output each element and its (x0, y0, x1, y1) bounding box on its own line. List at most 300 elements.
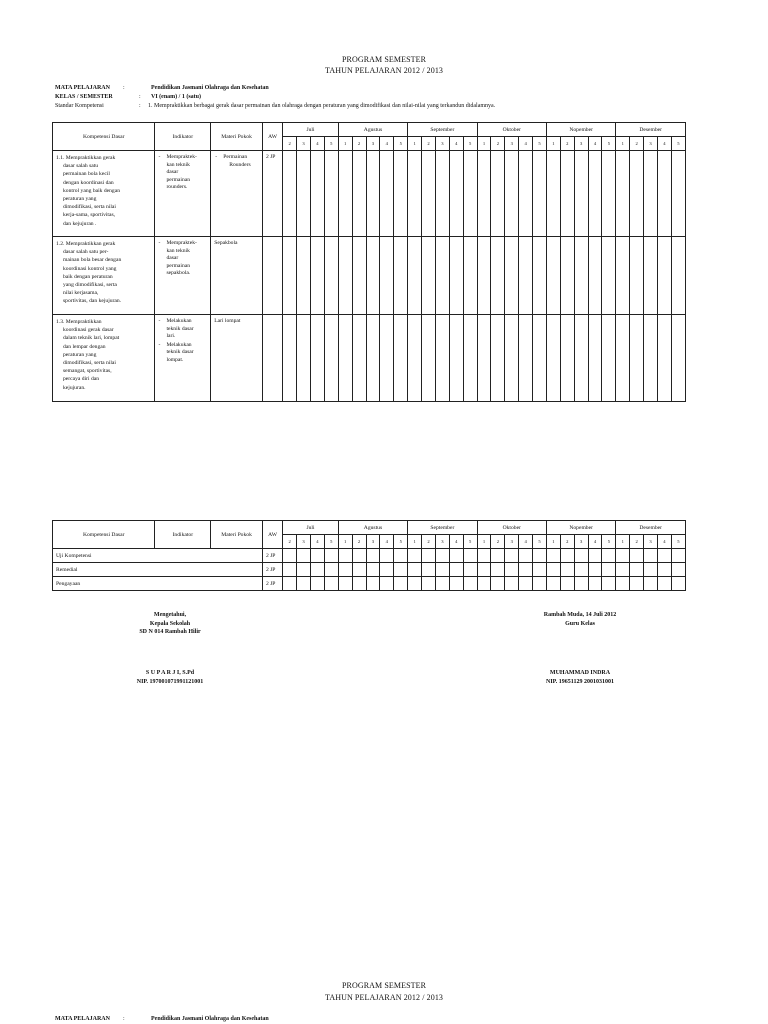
week-cell (394, 237, 408, 315)
kd-line: dan lempar dengan (63, 343, 106, 350)
week-cell (519, 577, 533, 591)
week-cell (463, 549, 477, 563)
week-cell (505, 577, 519, 591)
month-header: Desember (616, 123, 686, 137)
week-cell (519, 151, 533, 237)
kd-line: dimodifikasi, serta nilai (63, 360, 116, 367)
indikator-line: dasar (166, 169, 179, 176)
week-header: 2 (283, 535, 297, 549)
week-cell (422, 563, 436, 577)
week-header: 4 (657, 137, 671, 151)
meta-kelas-semester (55, 94, 113, 100)
kd-line: 1.2. Mempraktikkan gerak (56, 241, 116, 247)
kd-line: permainan bola kecil (63, 171, 110, 178)
month-header: Nopember (546, 123, 615, 137)
col-kompetensi-dasar: Kompetensi Dasar (53, 521, 155, 549)
week-header: 4 (449, 137, 463, 151)
week-cell (310, 577, 324, 591)
week-cell (283, 315, 297, 402)
week-cell (435, 315, 449, 402)
week-cell (297, 563, 311, 577)
week-header: 4 (588, 535, 602, 549)
week-cell (491, 563, 505, 577)
kd-line: dasar salah satu (63, 163, 99, 170)
col-aw: AW (262, 123, 282, 151)
week-cell (352, 315, 366, 402)
week-cell (283, 577, 297, 591)
meta-label: KELAS / SEMESTER (55, 94, 113, 100)
document-title: PROGRAM SEMESTER (341, 55, 427, 64)
week-cell (394, 315, 408, 402)
indikator-line: permainan (166, 262, 191, 269)
evaluation-label: Remedial (53, 563, 263, 577)
week-header: 5 (463, 137, 477, 151)
week-cell (630, 563, 644, 577)
kd-line: kejujuran. (63, 384, 86, 391)
month-header: Oktober (477, 123, 546, 137)
kd-line: semangat, sportivitas, (63, 368, 112, 375)
week-cell (310, 563, 324, 577)
indikator-line: Melakukan (166, 318, 192, 324)
week-cell (366, 151, 380, 237)
week-cell (352, 577, 366, 591)
indikator-cell (155, 315, 211, 402)
sig-left-line3: SD N 014 Rambah Hilir (139, 629, 201, 635)
week-cell (380, 151, 394, 237)
week-cell (283, 563, 297, 577)
week-cell (283, 237, 297, 315)
week-cell (435, 237, 449, 315)
header-row-months (53, 123, 686, 137)
week-cell (519, 563, 533, 577)
materi-pokok-cell (211, 237, 263, 315)
week-cell (602, 577, 616, 591)
week-cell (366, 237, 380, 315)
week-cell (310, 549, 324, 563)
document-subtitle: TAHUN PELAJARAN 2012 / 2013 (324, 66, 444, 75)
week-cell (338, 577, 352, 591)
kd-line: peraturan yang (63, 351, 97, 358)
month-header: Nopember (546, 521, 615, 535)
week-cell (574, 151, 588, 237)
week-header: 2 (630, 137, 644, 151)
kd-line: kontrol yang baik dengan (63, 187, 121, 194)
kd-line: 1.1. Mempraktikkan gerak (56, 155, 116, 161)
week-header: 3 (505, 535, 519, 549)
week-cell (491, 315, 505, 402)
indikator-line: permainan (166, 176, 191, 183)
month-header: Agustus (338, 521, 407, 535)
week-header: 3 (297, 535, 311, 549)
week-cell (366, 549, 380, 563)
week-cell (422, 151, 436, 237)
week-cell (366, 563, 380, 577)
week-cell (616, 563, 630, 577)
week-cell (449, 549, 463, 563)
week-header: 4 (449, 535, 463, 549)
signature-left-name (95, 669, 245, 686)
week-cell (394, 151, 408, 237)
indikator-line: teknik dasar (166, 349, 194, 356)
week-header: 2 (422, 535, 436, 549)
indikator-line: Mempraktek- (166, 154, 197, 160)
week-cell (394, 549, 408, 563)
week-cell (519, 549, 533, 563)
week-cell (449, 577, 463, 591)
week-cell (519, 315, 533, 402)
week-header: 4 (310, 137, 324, 151)
kd-line: dalam teknik lari, lompat (63, 335, 120, 342)
week-cell (408, 577, 422, 591)
week-cell (644, 315, 658, 402)
week-cell (338, 315, 352, 402)
week-header: 3 (574, 535, 588, 549)
week-cell (574, 577, 588, 591)
week-cell (352, 563, 366, 577)
week-cell (546, 315, 560, 402)
week-header: 1 (408, 535, 422, 549)
week-cell (324, 151, 338, 237)
month-header: Agustus (338, 123, 407, 137)
week-cell (463, 151, 477, 237)
kompetensi-dasar-cell (53, 315, 155, 402)
week-cell (630, 237, 644, 315)
week-cell (422, 577, 436, 591)
month-header: Juli (283, 521, 339, 535)
indikator-line: sepakbola. (166, 270, 191, 277)
week-header: 4 (380, 535, 394, 549)
week-header: 5 (324, 137, 338, 151)
meta-value: Pendidikan Jasmani Olahraga dan Kesehatan (151, 1016, 269, 1022)
week-header: 3 (435, 535, 449, 549)
kd-line: baik dengan peraturan (63, 273, 113, 280)
week-cell (477, 549, 491, 563)
week-cell (505, 549, 519, 563)
week-cell (657, 549, 671, 563)
meta-standar-kompetensi: Standar Kompetensi (55, 103, 104, 109)
col-materi-pokok: Materi Pokok (211, 123, 263, 151)
kompetensi-dasar-cell (53, 151, 155, 237)
week-cell (380, 315, 394, 402)
signature-right-name (500, 669, 660, 686)
week-cell (338, 237, 352, 315)
kd-line: dan kejujuran . (63, 220, 97, 227)
col-kompetensi-dasar: Kompetensi Dasar (53, 123, 155, 151)
materi-pokok-cell (211, 315, 263, 402)
kd-line: koordinasi gerak dasar (63, 327, 114, 334)
aw-cell (262, 237, 282, 315)
week-cell (560, 151, 574, 237)
evaluation-row (53, 563, 686, 577)
week-cell (297, 315, 311, 402)
week-cell (644, 151, 658, 237)
meta-colon: : (123, 1016, 125, 1022)
week-cell (657, 151, 671, 237)
sig-left-nip: NIP. 197001071991121001 (136, 678, 204, 685)
meta-colon: : (139, 94, 141, 100)
week-header: 4 (380, 137, 394, 151)
week-cell (463, 563, 477, 577)
week-header: 5 (602, 137, 616, 151)
indikator-item (157, 154, 208, 192)
week-cell (338, 563, 352, 577)
week-cell (324, 237, 338, 315)
meta-value: 1. Mempraktikkan berbagai gerak dasar permainan dan olahraga dengan peraturan yang dimodifikasi dan nilai-nilai yang terkandun didalamnya. (148, 103, 496, 109)
week-cell (283, 549, 297, 563)
week-cell (574, 549, 588, 563)
week-cell (505, 315, 519, 402)
week-cell (533, 549, 547, 563)
week-cell (422, 315, 436, 402)
week-cell (546, 237, 560, 315)
week-header: 4 (657, 535, 671, 549)
indikator-line: Melakukan (166, 341, 192, 348)
week-header: 1 (546, 137, 560, 151)
week-cell (533, 563, 547, 577)
week-cell (602, 549, 616, 563)
materi-line: Lari lompat (214, 318, 241, 324)
month-header: Oktober (477, 521, 546, 535)
week-cell (477, 151, 491, 237)
kompetensi-dasar-cell (53, 237, 155, 315)
next-page-mata-pelajaran: MATA PELAJARAN (55, 1016, 110, 1022)
week-cell (491, 237, 505, 315)
meta-label: MATA PELAJARAN (55, 85, 110, 91)
bullet-dash: - (158, 154, 161, 160)
kd-line: kerja-sama, sportivitas, (63, 212, 116, 219)
week-cell (477, 563, 491, 577)
week-header: 3 (435, 137, 449, 151)
week-cell (644, 577, 658, 591)
week-header: 5 (394, 137, 408, 151)
kd-line: dasar salah satu per- (63, 249, 109, 256)
signature-right (500, 611, 660, 628)
week-header: 3 (366, 137, 380, 151)
week-header: 2 (491, 535, 505, 549)
week-cell (644, 237, 658, 315)
evaluation-table (52, 520, 686, 591)
week-header: 3 (644, 137, 658, 151)
week-cell (616, 315, 630, 402)
indikator-item (157, 342, 208, 365)
week-cell (324, 563, 338, 577)
week-cell (380, 577, 394, 591)
kd-line: 1.3. Mempraktikkan (56, 319, 102, 325)
bullet-dash: - (215, 154, 218, 160)
week-cell (422, 549, 436, 563)
week-cell (463, 237, 477, 315)
week-cell (366, 315, 380, 402)
week-header: 2 (560, 535, 574, 549)
week-cell (324, 549, 338, 563)
week-cell (644, 549, 658, 563)
kd-line: peraturan yang (63, 196, 97, 203)
next-page-title: PROGRAM SEMESTER (341, 981, 427, 990)
indikator-item (157, 318, 208, 341)
col-aw: AW (262, 521, 282, 549)
indikator-line: lompat. (166, 356, 184, 363)
week-cell (352, 549, 366, 563)
week-cell (477, 237, 491, 315)
sig-right-name: MUHAMMAD INDRA (549, 670, 611, 676)
aw-cell: 2 JP (262, 549, 282, 563)
week-cell (671, 315, 685, 402)
week-header: 1 (616, 137, 630, 151)
evaluation-row (53, 577, 686, 591)
week-cell (297, 577, 311, 591)
week-cell (533, 237, 547, 315)
week-cell (560, 577, 574, 591)
week-cell (310, 151, 324, 237)
week-cell (671, 563, 685, 577)
week-cell (560, 563, 574, 577)
aw-cell: 2 JP (262, 151, 282, 237)
week-header: 2 (560, 137, 574, 151)
table-row (53, 315, 686, 402)
week-header: 2 (422, 137, 436, 151)
indikator-line: kan teknik (166, 161, 190, 168)
kd-line: dimodifikasi, serta nilai (63, 204, 116, 211)
week-header: 3 (574, 137, 588, 151)
signature-left (95, 611, 245, 637)
indikator-item (157, 240, 208, 278)
kd-line: yang dimodifikasi, serta (63, 282, 117, 289)
week-header: 1 (338, 535, 352, 549)
week-header: 5 (671, 137, 685, 151)
week-header: 3 (644, 535, 658, 549)
week-cell (449, 315, 463, 402)
week-cell (283, 151, 297, 237)
week-cell (449, 563, 463, 577)
week-header: 3 (366, 535, 380, 549)
week-header: 5 (533, 137, 547, 151)
week-cell (574, 315, 588, 402)
indikator-line: kan teknik (166, 247, 190, 254)
month-header: September (408, 123, 477, 137)
col-indikator: Indikator (155, 521, 211, 549)
indikator-line: rounders. (166, 184, 188, 191)
week-cell (491, 577, 505, 591)
week-cell (546, 577, 560, 591)
week-cell (297, 151, 311, 237)
week-cell (297, 549, 311, 563)
week-header: 5 (671, 535, 685, 549)
week-cell (380, 237, 394, 315)
aw-cell: 2 JP (262, 577, 282, 591)
week-cell (352, 151, 366, 237)
week-header: 5 (463, 535, 477, 549)
program-semester-table (52, 122, 686, 402)
week-cell (394, 563, 408, 577)
week-cell (630, 151, 644, 237)
week-cell (408, 563, 422, 577)
week-cell (546, 563, 560, 577)
week-header: 1 (477, 137, 491, 151)
bullet-dash: - (158, 240, 161, 246)
week-cell (616, 237, 630, 315)
col-materi-pokok: Materi Pokok (211, 521, 263, 549)
week-cell (533, 151, 547, 237)
week-header: 3 (505, 137, 519, 151)
week-cell (463, 315, 477, 402)
week-cell (602, 563, 616, 577)
week-cell (519, 237, 533, 315)
materi-line: Sepakbola (214, 240, 238, 246)
week-cell (366, 577, 380, 591)
week-cell (616, 549, 630, 563)
kd-line: dengan koordinasi dan (63, 179, 114, 186)
sig-right-line2: Guru Kelas (565, 620, 595, 627)
indikator-line: lari. (166, 333, 176, 340)
week-cell (671, 151, 685, 237)
meta-value: Pendidikan Jasmani Olahraga dan Kesehatan (151, 85, 269, 91)
evaluation-label: Uji Kompetensi (53, 549, 263, 563)
week-cell (657, 237, 671, 315)
week-cell (408, 315, 422, 402)
week-header: 5 (324, 535, 338, 549)
week-header: 4 (519, 535, 533, 549)
week-cell (630, 315, 644, 402)
indikator-cell (155, 151, 211, 237)
week-header: 2 (630, 535, 644, 549)
week-header: 2 (352, 535, 366, 549)
week-cell (560, 315, 574, 402)
col-indikator: Indikator (155, 123, 211, 151)
week-cell (588, 315, 602, 402)
aw-cell: 2 JP (262, 563, 282, 577)
week-cell (408, 237, 422, 315)
week-cell (310, 237, 324, 315)
week-cell (324, 577, 338, 591)
week-cell (477, 315, 491, 402)
week-cell (671, 549, 685, 563)
week-cell (588, 237, 602, 315)
week-cell (644, 563, 658, 577)
week-header: 3 (297, 137, 311, 151)
week-cell (671, 237, 685, 315)
week-cell (380, 549, 394, 563)
week-cell (602, 237, 616, 315)
week-cell (588, 151, 602, 237)
week-cell (491, 549, 505, 563)
kd-line: percaya diri dan (63, 376, 100, 383)
week-cell (630, 549, 644, 563)
week-cell (657, 577, 671, 591)
week-header: 4 (588, 137, 602, 151)
header-row-months (53, 521, 686, 535)
week-cell (533, 577, 547, 591)
week-header: 4 (310, 535, 324, 549)
week-cell (505, 151, 519, 237)
week-header: 1 (338, 137, 352, 151)
week-header: 1 (616, 535, 630, 549)
week-header: 4 (519, 137, 533, 151)
evaluation-label: Pengayaan (53, 577, 263, 591)
meta-mata-pelajaran (55, 85, 110, 91)
week-header: 2 (352, 137, 366, 151)
materi-pokok-cell (211, 151, 263, 237)
week-cell (588, 549, 602, 563)
week-cell (449, 151, 463, 237)
kd-line: koordinasi kontrol yang (63, 265, 117, 272)
materi-line: Permainan (223, 154, 248, 160)
week-header: 2 (491, 137, 505, 151)
next-page-subtitle: TAHUN PELAJARAN 2012 / 2013 (324, 993, 444, 1002)
week-cell (408, 549, 422, 563)
sig-left-name: S U P A R J I, S.Pd (145, 670, 195, 676)
week-cell (435, 577, 449, 591)
week-cell (491, 151, 505, 237)
